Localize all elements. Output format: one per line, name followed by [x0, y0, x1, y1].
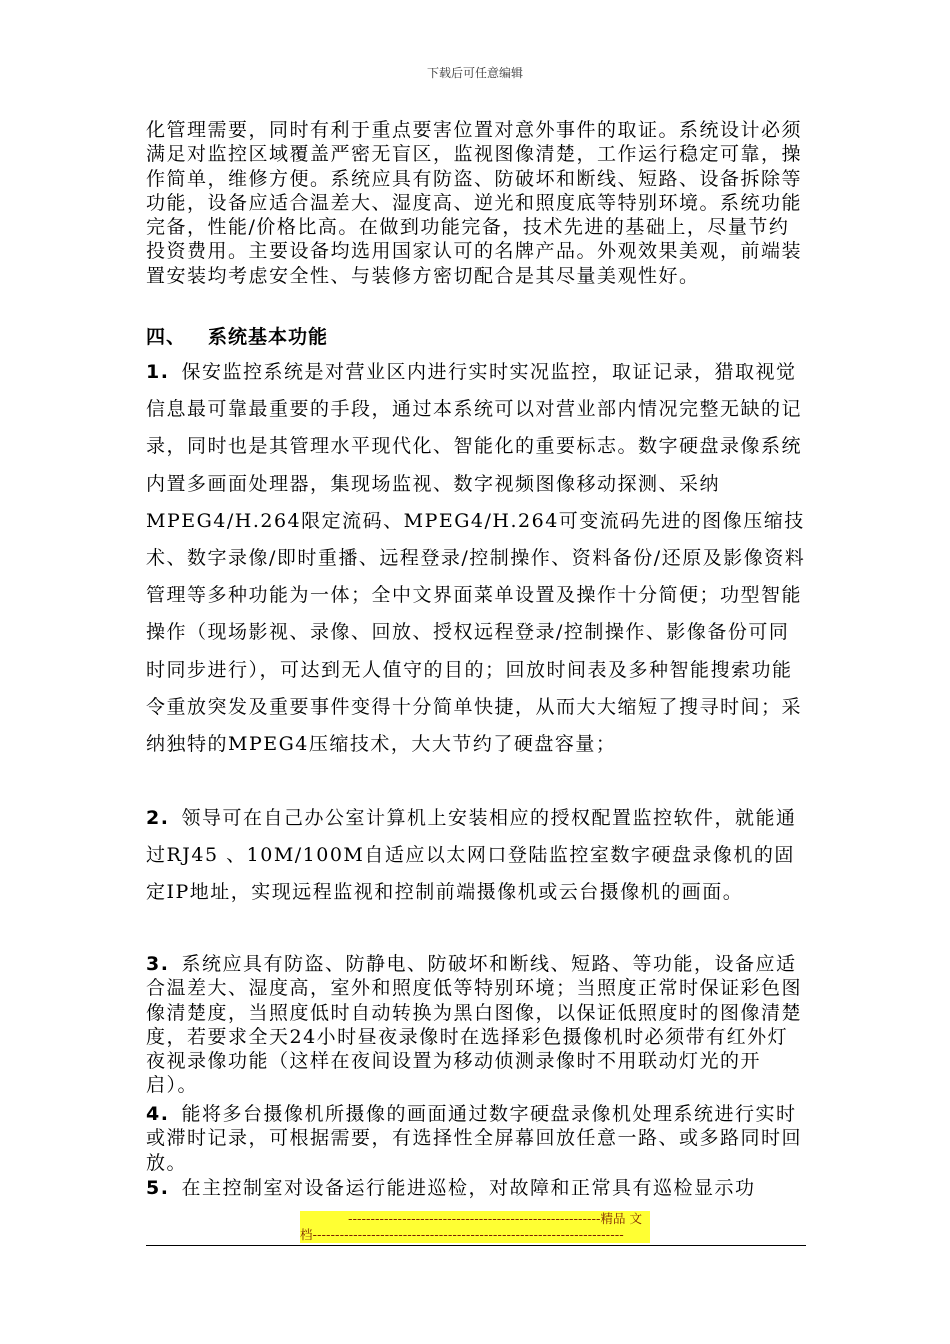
- item-number: 2.: [146, 807, 170, 829]
- header-note: 下载后可任意编辑: [426, 66, 523, 80]
- footer-line-2: 档---------------------------------------------------------------------: [300, 1227, 624, 1242]
- section-title: 系统基本功能: [208, 326, 329, 348]
- footer-watermark: [300, 1211, 650, 1243]
- footer-divider: [146, 1245, 806, 1246]
- intro-text: 化管理需要，同时有利于重点要害位置对意外事件的取证。系统设计必须满足对监控区域覆盖严密无盲区，监视图像清楚，工作运行稳定可靠，操作简单，维修方便。系统应具有防盗、防破坏和断线、短路、设备拆除等功能，设备应适合温差大、湿度高、逆光和照度底等特别环境。系统功能完备，性能/价格比高。在做到功能完备，技术先进的基础上，尽量节约投资费用。主要设备均选用国家认可的名牌产品。外观效果美观，前端装置安装均考虑安全性、与装修方密切配合是其尽量美观性好。: [146, 119, 803, 287]
- item-text: 在主控制室对设备运行能进巡检，对故障和正常具有巡检显示功: [181, 1177, 756, 1199]
- item-text: 能将多台摄像机所摄像的画面通过数字硬盘录像机处理系统进行实时或滞时记录，可根据需要，有选择性全屏幕回放任意一路、或多路同时回放。: [146, 1103, 803, 1174]
- item-text: 系统应具有防盗、防静电、防破坏和断线、短路、等功能，设备应适合温差大、湿度高，室外和照度低等特别环境；当照度正常时保证彩色图像清楚度，当照度低时自动转换为黑白图像，以保证低照度时的图像清楚度，若要求全天24小时昼夜录像时在选择彩色摄像机时必须带有红外灯夜视录像功能（这样在夜间设置为移动侦测录像时不用联动灯光的开启）。: [146, 953, 803, 1097]
- item-text: 保安监控系统是对营业区内进行实时实况监控，取证记录，猎取视觉信息最可靠最重要的手段，通过本系统可以对营业部内情况完整无缺的记录，同时也是其管理水平现代化、智能化的重要标志。数字硬盘录像系统内置多画面处理器，集现场监视、数字视频图像移动探测、采纳MPEG4/H.264限定流码、MPEG4/H.264可变流码先进的图像压缩技术、数字录像/即时重播、远程登录/控制操作、资料备份/还原及影像资料管理等多种功能为一体；全中文界面菜单设置及操作十分简便；功型智能操作（现场影视、录像、回放、授权远程登录/控制操作、影像备份可同时同步进行），可达到无人值守的目的；回放时间表及多种智能搜索功能令重放突发及重要事件变得十分简单快捷，从而大大缩短了搜寻时间；采纳独特的MPEG4压缩技术，大大节约了硬盘容量；: [146, 361, 806, 756]
- item-number: 5.: [146, 1177, 170, 1199]
- list-item: [146, 1176, 808, 1200]
- section-heading: [146, 322, 808, 349]
- item-number: 4.: [146, 1103, 170, 1125]
- list-item: [146, 1102, 808, 1175]
- list-item: [146, 354, 808, 763]
- intro-paragraph: [146, 118, 808, 288]
- item-text: 领导可在自己办公室计算机上安装相应的授权配置监控软件，就能通过RJ45 、10M/100M自适应以太网口登陆监控室数字硬盘录像机的固定IP地址，实现远程监视和控制前端摄像机或云台摄像机的画面。: [146, 807, 797, 904]
- section-number: 四、: [146, 326, 187, 348]
- footer-line-1: --------------------------------------------------------精品 文: [347, 1211, 642, 1226]
- list-item: [146, 800, 808, 912]
- item-number: 3.: [146, 953, 170, 975]
- item-number: 1.: [146, 361, 170, 383]
- list-item: [146, 952, 808, 1098]
